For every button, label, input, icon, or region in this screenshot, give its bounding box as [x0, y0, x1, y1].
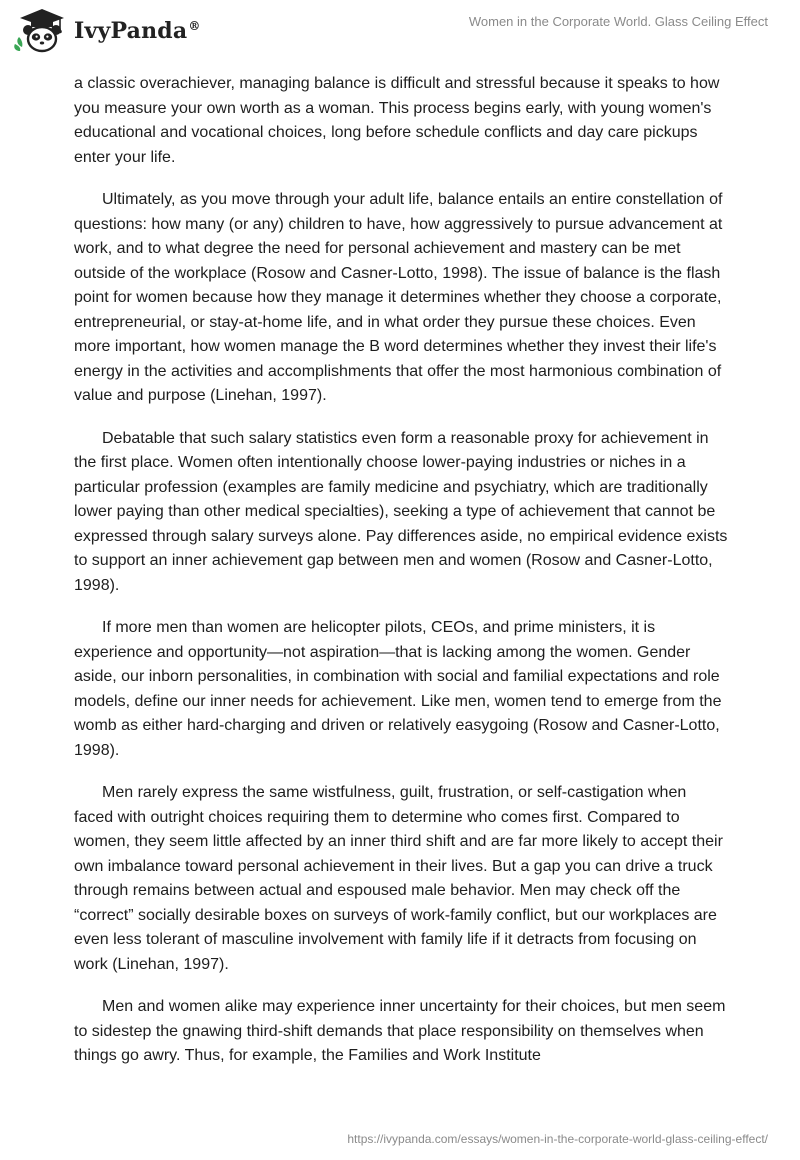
paragraph: Men and women alike may experience inner uncertainty for their choices, but men seem to sidestep the gnawing third-shift demands that place responsibility on themselves when things go awry. Thus, for example, the Families and Work Institute — [74, 998, 726, 1064]
registered-mark: ® — [188, 18, 201, 33]
source-url[interactable]: https://ivypanda.com/essays/women-in-the-corporate-world-glass-ceiling-effect/ — [347, 1132, 768, 1146]
brand-name: IvyPanda® — [74, 18, 201, 44]
document-title: Women in the Corporate World. Glass Ceiling Effect — [468, 14, 768, 29]
panda-graduate-icon — [14, 7, 70, 55]
paragraph: Debatable that such salary statistics even form a reasonable proxy for achievement in the first place. Women often intentionally choose lower-paying industries or niches in a particular profession (examples are family medicine and psychiatry, which are traditionally lower paying than other medical specialties), seeking a type of achievement that cannot be expressed through salary surveys alone. Pay differences aside, no empirical evidence exists to support an inner achievement gap between men and women (Rosow and Casner-Lotto, 1998). — [74, 429, 728, 594]
ivypanda-logo[interactable] — [14, 7, 201, 55]
essay-body — [74, 72, 728, 1087]
paragraph: If more men than women are helicopter pilots, CEOs, and prime ministers, it is experience and opportunity—not aspiration—that is lacking among the women. Gender aside, our inborn personalities, in combination with social and familial expectations and role models, define our inner needs for achievement. Like men, women tend to emerge from the womb as either hard-charging and driven or relatively easygoing (Rosow and Casner-Lotto, 1998). — [74, 619, 722, 759]
paragraph: Ultimately, as you move through your adult life, balance entails an entire constellation of questions: how many (or any) children to have, how aggressively to pursue advancement at work, and to what degree the need for personal achievement and mastery can be met outside of the workplace (Rosow and Casner-Lotto, 1998). The issue of balance is the flash point for women because how they manage it determines whether they choose a corporate, entrepreneurial, or stay-at-home life, and in what order they pursue these choices. Even more important, how women manage the B word determines whether they invest their life's energy in the activities and accomplishments that offer the most harmonious combination of value and purpose (Linehan, 1997). — [74, 191, 723, 404]
paragraph: Men rarely express the same wistfulness, guilt, frustration, or self-castigation when faced with outright choices requiring them to determine who comes first. Compared to women, they seem little affected by an inner third shift and are far more likely to accept their own imbalance toward personal achievement in their lives. But a gap you can drive a truck through remains between actual and espoused male behavior. Men may check off the “correct” socially desirable boxes on surveys of work-family conflict, but our workplaces are even less tolerant of masculine involvement with family life if it detracts from focusing on work (Linehan, 1997). — [74, 784, 723, 973]
page-header — [0, 0, 800, 60]
paragraph: a classic overachiever, managing balance is difficult and stressful because it speaks to how you measure your own worth as a woman. This process begins early, with young women's educational and vocational choices, long before schedule conflicts and day care pickups enter your life. — [74, 75, 720, 166]
